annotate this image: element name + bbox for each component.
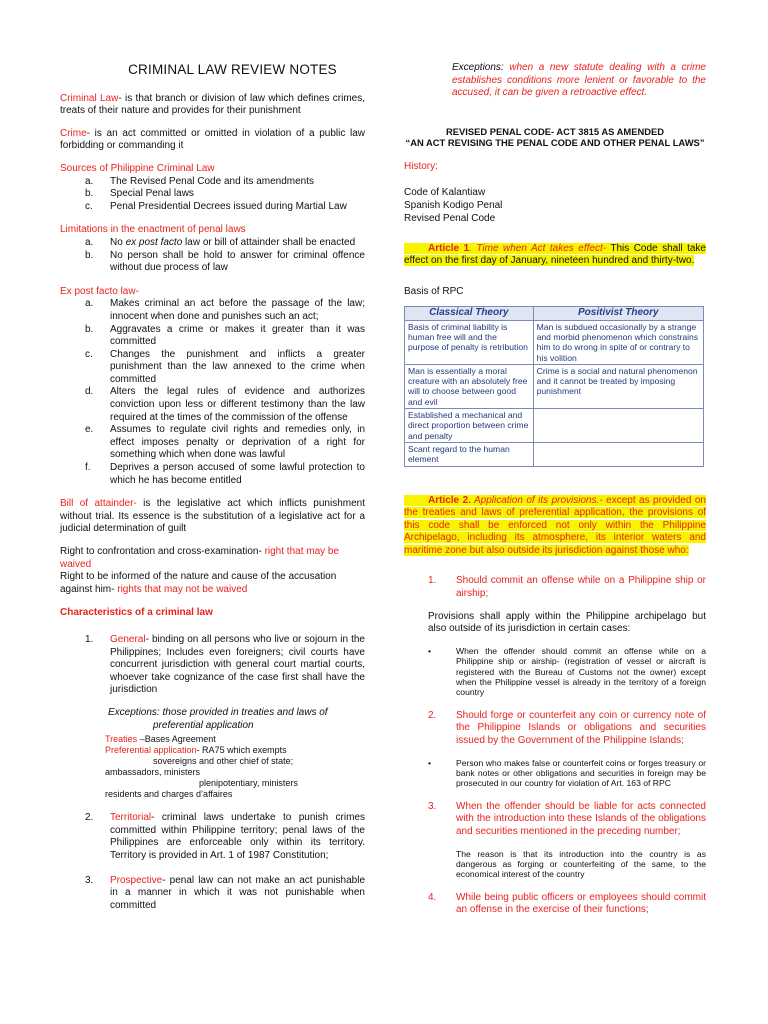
- characteristics-list-continued: [60, 812, 365, 912]
- list-item: 1. Should commit an offense while on a Philippine ship or airship;: [428, 575, 706, 600]
- list-item: • Person who makes false or counterfeit coins or forges treasury or bank notes or other obligations and securities in foreign may be prosecuted in our country for violation of Art. 163 of RPC: [428, 757, 706, 789]
- crime-term: Crime: [60, 127, 87, 139]
- sources-section: [60, 163, 365, 213]
- rpc-heading: REVISED PENAL CODE- ACT 3815 AS AMENDED “AN ACT REVISING THE PENAL CODE AND OTHER PENAL LAWS”: [405, 125, 705, 149]
- history-list: [404, 186, 706, 225]
- list-item: c. Penal Presidential Decrees issued during Martial Law: [85, 200, 347, 212]
- list-item: • When the offender should commit an offense while on a Philippine ship or airship- (registration of vessel or aircraft is registered with the Bureau of Customs not the owner) except when the Philippine vessel is already in the territory of a foreign country: [428, 645, 706, 698]
- table-row: Basis of criminal liability is human free will and the purpose of penalty is retribution Man is subdued occasionally by a strange and morbid phenomenon which constrains him to do wrong in spite of or contrary to his volition: [405, 320, 704, 364]
- list-item: d. Alters the legal rules of evidence and authorizes conviction upon less or different testimony than the law required at the times of the commission of the offense: [85, 386, 365, 423]
- bill-of-attainder-term: Bill of attainder-: [60, 498, 137, 510]
- table-row: Scant regard to the human element: [405, 442, 704, 466]
- page-title: CRIMINAL LAW REVIEW NOTES: [128, 62, 337, 77]
- table-row: Established a mechanical and direct proportion between crime and penalty: [405, 409, 704, 443]
- list-item: b. Special Penal laws: [85, 188, 194, 200]
- bill-of-attainder-definition: [60, 498, 365, 536]
- article-2-list: [404, 575, 706, 600]
- criminal-law-definition: [60, 93, 365, 118]
- retroactive-exceptions: Exceptions: when a new statute dealing with a crime establishes conditions more lenient or favorable to the accused, it can be given a retroactive effect.: [452, 62, 706, 99]
- provisions-paragraph: Provisions shall apply within the Philippine archipelago but also outside of its jurisdiction in certain cases:: [428, 610, 706, 635]
- table-row: Man is essentially a moral creature with an absolutely free will to choose between good and evil Crime is a social and natural phenomenon and it cannot be treated by imposing punishment: [405, 364, 704, 408]
- criminal-law-text: - is that branch or division of law which defines crimes, treats of their nature and provides for their punishment: [60, 92, 365, 117]
- list-item: Revised Penal Code: [404, 212, 496, 224]
- right-informed: Right to be informed of the nature and cause of the accusation against him- rights that may not be waived: [60, 571, 337, 595]
- characteristic-territorial: 2. Territorial- criminal laws undertake to punish crimes committed within Philippine territory; penal laws of the Philippines are enforceable only within its territory. Territory is provided in Art. 1 of 1987 Constitution;: [85, 812, 365, 861]
- list-item: a. No ex post facto law or bill of attainder shall be enacted: [85, 236, 356, 248]
- history-label: History:: [404, 160, 438, 172]
- treaties-note: Treaties –Bases Agreement: [105, 734, 216, 745]
- list-item: c. Changes the punishment and inflicts a greater punishment than the law annexed to the crime when committed: [85, 348, 365, 385]
- right-confrontation: Right to confrontation and cross-examination- right that may be waived: [60, 546, 340, 570]
- table-header: Classical Theory: [405, 307, 534, 320]
- list-item: a. Makes criminal an act before the passage of the law; innocent when done and punishes such an act;: [85, 298, 365, 322]
- provisions-bullets: [404, 646, 706, 698]
- crime-text: - is an act committed or omitted in violation of a public law forbidding or commanding it: [60, 127, 365, 152]
- table-header: Positivist Theory: [533, 307, 703, 320]
- ex-post-facto-list: [60, 298, 365, 487]
- article-2: Article 2. Application of its provisions.- except as provided on the treaties and laws of preferential application, the provisions of this code shall be enforced not only within the Philippine Archipelago, including its atmosphere, its interior waters and maritime zone but also outside its jurisdiction against those who:: [404, 494, 706, 556]
- list-item: Code of Kalantiaw: [404, 186, 486, 198]
- limitations-section: [60, 224, 365, 274]
- list-item: b. No person shall be hold to answer for criminal offence without due process of law: [85, 249, 365, 274]
- rights-section: [60, 546, 365, 596]
- limitations-list: [60, 237, 365, 275]
- article-2-list-3: [404, 801, 706, 839]
- characteristic-prospective: 3. Prospective- penal law can not make an act punishable in a manner in which it was not punishable when committed: [85, 874, 365, 911]
- sources-heading: Sources of Philippine Criminal Law: [60, 162, 215, 174]
- list-item: 2. Should forge or counterfeit any coin or currency note of the Philippine Islands or obligations and securities issued by the Government of the Philippine Islands;: [428, 709, 706, 747]
- limitations-heading: Limitations in the enactment of penal laws: [60, 224, 246, 236]
- left-column: [60, 60, 365, 924]
- right-column: [404, 60, 706, 927]
- criminal-law-term: Criminal Law: [60, 92, 119, 104]
- crime-definition: [60, 128, 365, 153]
- list-item: 4. While being public officers or employees should commit an offense in the exercise of their functions;: [428, 891, 706, 916]
- article-1: Article 1. Time when Act takes effect- This Code shall take effect on the first day of January, nineteen hundred and thirty-two.: [404, 242, 706, 267]
- list-item: b. Aggravates a crime or makes it greater than it was committed: [85, 323, 365, 348]
- theory-table: [404, 306, 704, 466]
- preferential-note: Preferential application- RA75 which exempts sovereigns and other chief of state; ambassadors, ministers plenipotentiary, ministers residents and charges d’affaires: [105, 745, 298, 800]
- counterfeit-bullets: [404, 758, 706, 789]
- general-exceptions: Exceptions: those provided in treaties and laws of preferential application: [108, 706, 328, 731]
- list-item: a. The Revised Penal Code and its amendments: [85, 175, 315, 187]
- list-item: e. Assumes to regulate civil rights and remedies only, in effect imposes penalty or deprivation of a right for something which when done was lawful: [85, 424, 365, 461]
- characteristics-heading: Characteristics of a criminal law: [60, 607, 213, 619]
- list-item: f. Deprives a person accused of some lawful protection to which he has become entitled: [85, 462, 365, 486]
- article-2-list-2: [404, 710, 706, 748]
- characteristics-list: [60, 634, 365, 697]
- list-item: Spanish Kodigo Penal: [404, 199, 503, 211]
- ex-post-facto-heading: Ex post facto law-: [60, 285, 139, 297]
- bill-of-attainder-text: is the legislative act which inflicts punishment without trial. Its essence is the substitution of a legislative act for a judicial determination of guilt: [60, 498, 365, 535]
- article-2-list-4: [404, 892, 706, 917]
- characteristic-general: 1. General- binding on all persons who live or sojourn in the Philippines; Includes even foreigners; civil courts have concurrent jurisdiction with general court martial courts, whoever take cognizance of the case first shall have the jurisdiction: [85, 633, 365, 696]
- basis-label: Basis of RPC: [404, 285, 464, 297]
- list-item: 3. When the offender should be liable for acts connected with the introduction into these Islands of the obligations and securities mentioned in the preceding number;: [428, 800, 706, 838]
- reason-note: The reason is that its introduction into the country is as dangerous as forging or counterfeiting of the same, to the economical interest of the country: [456, 848, 706, 880]
- sources-list: [60, 176, 365, 214]
- ex-post-facto-section: [60, 286, 365, 488]
